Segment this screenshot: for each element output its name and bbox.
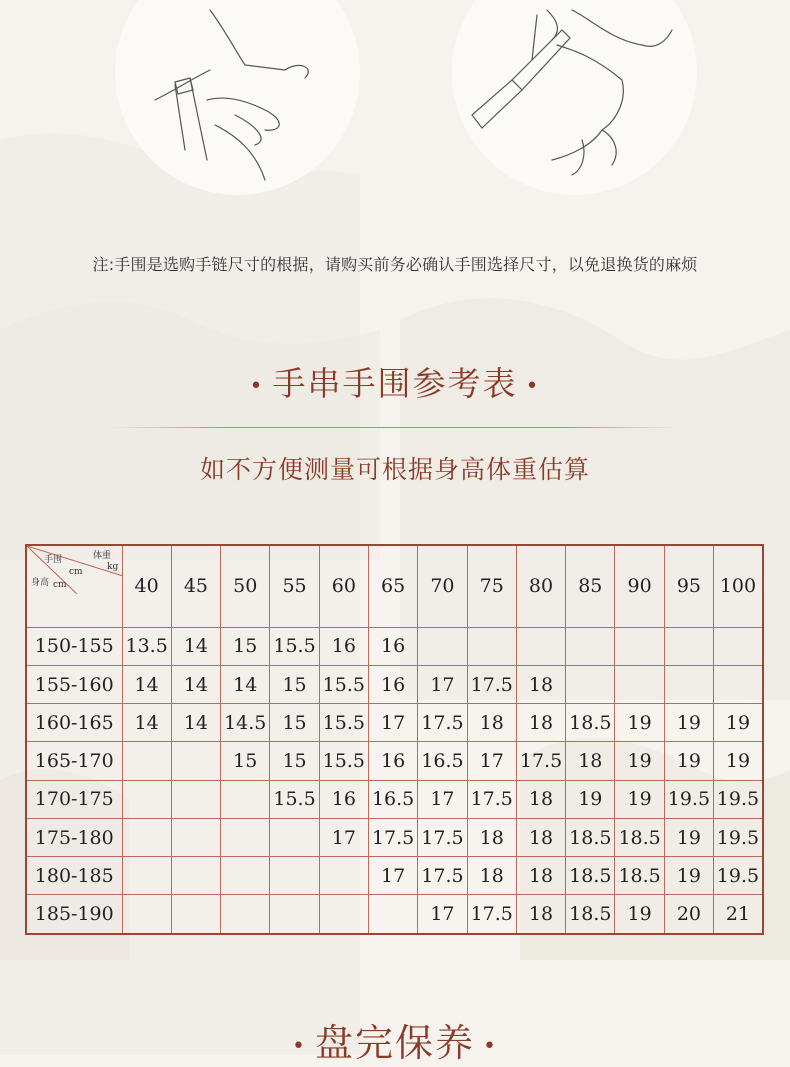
wrist-size-cell: 15 [221,627,270,665]
wrist-size-cell: 15.5 [270,627,319,665]
wrist-size-cell: 16.5 [368,780,417,818]
wrist-size-cell [122,742,171,780]
wrist-size-cell: 19.5 [714,857,763,895]
wrist-size-cell: 15.5 [319,742,368,780]
wrist-size-cell: 19 [615,742,664,780]
wrist-size-cell: 17 [368,704,417,742]
wrist-size-cell: 19 [615,895,664,934]
wrist-size-cell: 15.5 [319,666,368,704]
wrist-size-cell: 17 [418,895,467,934]
measurement-note: 注:手围是选购手链尺寸的根据，请购买前务必确认手围选择尺寸，以免退换货的麻烦 [92,255,698,274]
wrist-size-cell: 18 [467,704,516,742]
wrist-size-cell: 17.5 [418,818,467,856]
table-row [26,895,763,934]
height-range-cell: 150-155 [26,627,122,665]
weight-header-75: 75 [467,545,516,627]
wrist-size-cell: 17.5 [418,857,467,895]
wrist-size-cell [566,666,615,704]
wrist-size-cell: 14 [171,666,220,704]
section-title-care [0,1012,790,1067]
height-range-cell: 170-175 [26,780,122,818]
wrist-size-cell [467,627,516,665]
wrist-size-cell: 14 [171,627,220,665]
wrist-size-cell: 16 [319,780,368,818]
wrist-size-cell [122,895,171,934]
wrist-size-cell: 16 [368,666,417,704]
section-title-size-chart [0,358,790,405]
wrist-size-cell: 21 [714,895,763,934]
wrist-size-cell: 16.5 [418,742,467,780]
wrist-size-cell [221,895,270,934]
table-row [26,704,763,742]
wrist-size-cell: 16 [368,627,417,665]
wrist-size-cell: 17.5 [418,704,467,742]
wrist-size-cell [319,895,368,934]
title-dot-right: • [525,373,541,399]
weight-header-70: 70 [418,545,467,627]
wrist-size-cell: 19.5 [664,780,713,818]
wrist-size-cell: 17.5 [467,895,516,934]
corner-weight-unit: kg [107,562,119,572]
wrist-size-cell [516,627,565,665]
wrist-size-cell: 15.5 [319,704,368,742]
wrist-size-cell [221,857,270,895]
wrist-size-cell: 15 [270,666,319,704]
wrist-size-cell: 17 [418,780,467,818]
weight-header-60: 60 [319,545,368,627]
title-dot-right: • [483,1034,498,1059]
corner-weight-label: 体重 [93,551,112,561]
wrist-size-cell [221,780,270,818]
wrist-size-cell: 13.5 [122,627,171,665]
wrist-size-cell: 18 [516,704,565,742]
measure-illustration-left [115,0,360,195]
wrist-size-cell: 18 [467,857,516,895]
corner-height-unit: cm [53,580,67,590]
wrist-size-cell: 18 [516,818,565,856]
wrist-size-cell: 17 [368,857,417,895]
wrist-size-cell [171,857,220,895]
wrist-size-cell: 19 [664,857,713,895]
wrist-size-cell [221,818,270,856]
wrist-size-cell: 18 [566,742,615,780]
weight-header-80: 80 [516,545,565,627]
wrist-size-cell: 19.5 [714,818,763,856]
wrist-size-table [25,544,764,935]
wrist-size-cell: 18 [516,895,565,934]
wrist-size-cell [122,818,171,856]
table-row [26,780,763,818]
wrist-size-cell [171,818,220,856]
wrist-size-cell [122,857,171,895]
wrist-size-cell: 15 [221,742,270,780]
table-corner-cell [26,545,122,627]
wrist-size-cell: 15 [270,704,319,742]
wrist-size-cell: 17 [319,818,368,856]
height-range-cell: 175-180 [26,818,122,856]
wrist-size-cell: 19 [714,704,763,742]
corner-height-label: 身高 [31,578,50,588]
wrist-size-cell: 19 [664,704,713,742]
wrist-size-cell [270,818,319,856]
wrist-size-cell: 19.5 [714,780,763,818]
wrist-size-cell: 15 [270,742,319,780]
wrist-size-cell: 18 [516,666,565,704]
height-range-cell: 160-165 [26,704,122,742]
wrist-size-cell [566,627,615,665]
wrist-size-cell: 17.5 [516,742,565,780]
weight-header-50: 50 [221,545,270,627]
height-range-cell: 185-190 [26,895,122,934]
wrist-size-cell [714,627,763,665]
corner-wrist-label: 手围 [44,555,63,565]
wrist-size-cell: 18.5 [566,704,615,742]
wrist-size-cell [615,627,664,665]
chart-subtitle: 如不方便测量可根据身高体重估算 [199,455,590,484]
wrist-size-cell [418,627,467,665]
weight-header-100: 100 [714,545,763,627]
hand-measuring-icon [115,0,360,195]
wrist-size-cell: 17.5 [467,666,516,704]
wrist-size-cell [171,742,220,780]
wrist-size-cell: 14 [221,666,270,704]
care-title: 盘完保养 [314,1021,475,1065]
divider [110,427,680,428]
wrist-size-cell: 18 [516,857,565,895]
size-chart-title: 手串手围参考表 [272,364,518,403]
wrist-size-cell [714,666,763,704]
wrist-size-cell: 19 [615,780,664,818]
table-row [26,857,763,895]
wrist-size-cell [171,895,220,934]
wrist-size-cell [664,666,713,704]
measure-illustration-right [452,0,697,195]
title-dot-left: • [292,1034,307,1059]
weight-header-55: 55 [270,545,319,627]
wrist-size-cell: 16 [319,627,368,665]
table-row [26,818,763,856]
wrist-size-cell: 16 [368,742,417,780]
weight-header-85: 85 [566,545,615,627]
table-row [26,742,763,780]
wrist-size-cell [664,627,713,665]
height-range-cell: 165-170 [26,742,122,780]
weight-header-90: 90 [615,545,664,627]
wrist-size-cell: 17.5 [368,818,417,856]
wrist-size-cell: 19 [714,742,763,780]
wrist-size-cell: 17 [467,742,516,780]
wrist-size-cell: 20 [664,895,713,934]
height-range-cell: 180-185 [26,857,122,895]
wrist-size-cell: 18 [467,818,516,856]
wrist-size-cell: 18 [516,780,565,818]
wrist-size-cell [270,857,319,895]
wrist-size-cell: 18.5 [566,895,615,934]
weight-header-45: 45 [171,545,220,627]
wrist-size-cell: 19 [566,780,615,818]
wrist-size-cell: 18.5 [615,818,664,856]
wrist-size-cell: 14.5 [221,704,270,742]
corner-wrist-unit: cm [69,567,83,577]
wrist-size-cell: 19 [615,704,664,742]
wrist-size-cell [270,895,319,934]
wrist-size-cell [171,780,220,818]
wrist-size-cell [368,895,417,934]
weight-header-65: 65 [368,545,417,627]
height-range-cell: 155-160 [26,666,122,704]
weight-header-95: 95 [664,545,713,627]
wrist-size-cell: 18.5 [566,857,615,895]
table-row [26,627,763,665]
wrist-size-cell [615,666,664,704]
wrist-size-cell: 15.5 [270,780,319,818]
wrist-size-cell: 14 [122,666,171,704]
table-header-row [26,545,763,627]
table-row [26,666,763,704]
tape-wrap-icon [452,0,697,195]
wrist-size-cell: 18.5 [615,857,664,895]
wrist-size-cell: 18.5 [566,818,615,856]
wrist-size-cell: 19 [664,742,713,780]
wrist-size-cell [122,780,171,818]
wrist-size-cell [319,857,368,895]
wrist-size-cell: 14 [171,704,220,742]
wrist-size-cell: 17.5 [467,780,516,818]
wrist-size-cell: 19 [664,818,713,856]
wrist-size-cell: 17 [418,666,467,704]
wrist-size-cell: 14 [122,704,171,742]
weight-header-40: 40 [122,545,171,627]
title-dot-left: • [249,373,265,399]
